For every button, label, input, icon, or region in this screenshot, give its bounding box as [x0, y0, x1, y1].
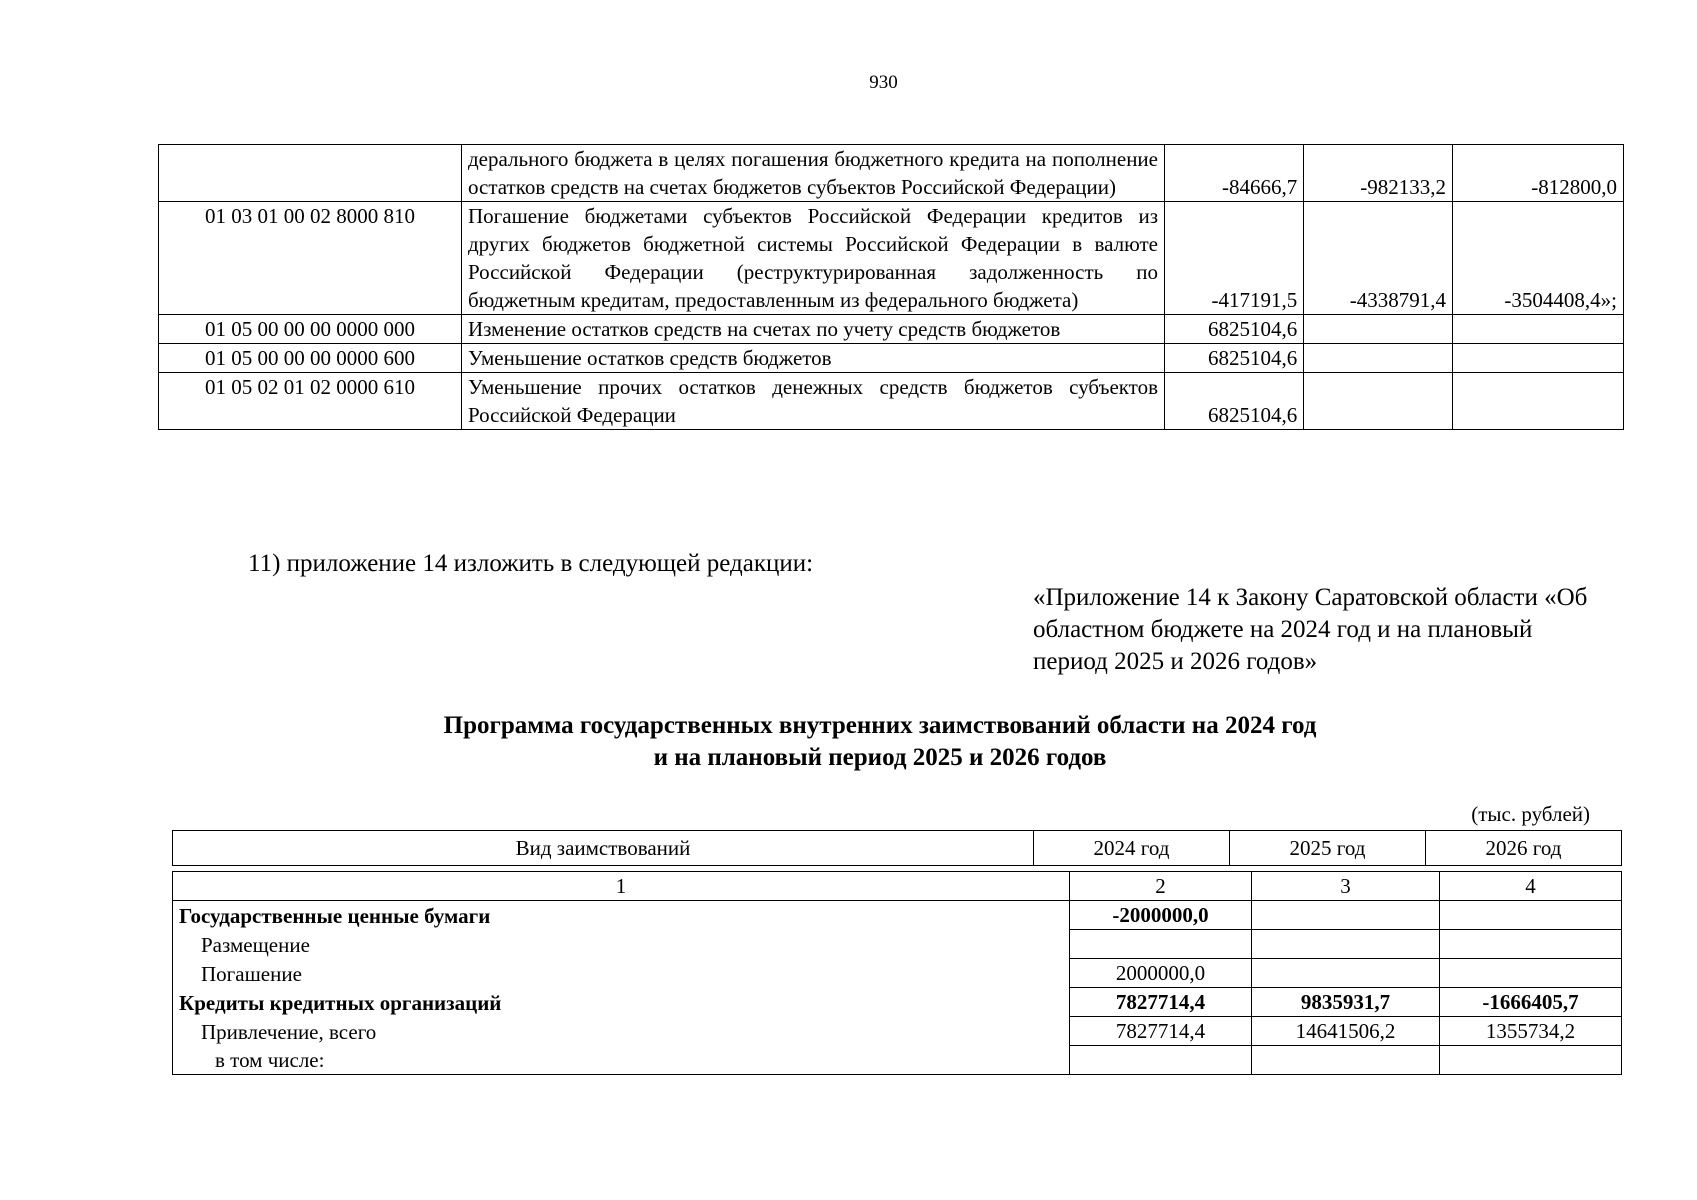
- appendix-reference: «Приложение 14 к Закону Саратовской области «Об областном бюджете на 2024 год и на плановый период 2025 и 2026 годов»: [1033, 584, 1588, 675]
- value-2025-cell: [1252, 1046, 1440, 1075]
- column-header-2026: 2026 год: [1426, 831, 1622, 866]
- row-label: Погашение: [173, 959, 1070, 988]
- description-cell: Уменьшение остатков средств бюджетов: [462, 344, 1165, 373]
- value-2026-cell: 1355734,2: [1439, 1017, 1621, 1046]
- value-2024-cell: 2000000,0: [1070, 959, 1252, 988]
- value-2024-cell: -84666,7: [1165, 145, 1304, 202]
- description-cell: Уменьшение прочих остатков денежных средств бюджетов субъектов Российской Федерации: [462, 373, 1165, 430]
- table-row: [173, 959, 1622, 988]
- row-label: Кредиты кредитных организаций: [173, 988, 1070, 1017]
- page-number: 930: [869, 72, 898, 93]
- description-cell: дерального бюджета в целях погашения бюджетного кредита на пополнение остатков средств на счетах бюджетов субъектов Российской Федерации): [462, 145, 1165, 202]
- value-2026-cell: [1439, 959, 1621, 988]
- column-number: 2: [1070, 872, 1252, 901]
- value-2025-cell: -4338791,4: [1304, 202, 1453, 315]
- value-2025-cell: 9835931,7: [1252, 988, 1440, 1017]
- value-2025-cell: [1252, 930, 1440, 959]
- value-2024-cell: 7827714,4: [1070, 988, 1252, 1017]
- borrowings-header-table: [172, 830, 1622, 866]
- value-2026-cell: [1439, 1046, 1621, 1075]
- table-row: [173, 988, 1622, 1017]
- column-header-2025: 2025 год: [1230, 831, 1426, 866]
- table-row: [173, 930, 1622, 959]
- row-label: Привлечение, всего: [173, 1017, 1070, 1046]
- value-2026-cell: [1439, 930, 1621, 959]
- borrowings-table: [172, 871, 1622, 1075]
- value-2024-cell: -417191,5: [1165, 202, 1304, 315]
- column-numbers-row: [173, 872, 1622, 901]
- value-2024-cell: 6825104,6: [1165, 344, 1304, 373]
- value-2026-cell: -3504408,4»;: [1452, 202, 1623, 315]
- value-2025-cell: [1252, 959, 1440, 988]
- description-cell: Погашение бюджетами субъектов Российской Федерации кредитов из других бюджетов бюджетной системы Российской Федерации в валюте Российской Федерации (реструктурированная задолженность по бюджетным кредитам, предоставленным из федерального бюджета): [462, 202, 1165, 315]
- column-number: 4: [1439, 872, 1621, 901]
- value-2025-cell: [1304, 373, 1453, 430]
- value-2024-cell: [1070, 1046, 1252, 1075]
- table-row: [173, 1017, 1622, 1046]
- code-cell: 01 05 00 00 00 0000 000: [159, 315, 462, 344]
- description-cell: Изменение остатков средств на счетах по учету средств бюджетов: [462, 315, 1165, 344]
- budget-sources-table: [158, 144, 1624, 430]
- document-title: [330, 710, 1430, 774]
- value-2025-cell: [1252, 901, 1440, 930]
- column-header-type: Вид заимствований: [173, 831, 1034, 866]
- table-row: [173, 901, 1622, 930]
- header-row: [173, 831, 1622, 866]
- table-row: [159, 373, 1624, 430]
- table-row: [159, 315, 1624, 344]
- code-cell: 01 05 00 00 00 0000 600: [159, 344, 462, 373]
- code-cell: 01 05 02 01 02 0000 610: [159, 373, 462, 430]
- code-cell: [159, 145, 462, 202]
- table-row: [159, 202, 1624, 315]
- column-header-2024: 2024 год: [1034, 831, 1230, 866]
- value-2024-cell: -2000000,0: [1070, 901, 1252, 930]
- row-label: Размещение: [173, 930, 1070, 959]
- column-number: 1: [173, 872, 1070, 901]
- value-2026-cell: [1452, 344, 1623, 373]
- value-2025-cell: [1304, 344, 1453, 373]
- value-2025-cell: 14641506,2: [1252, 1017, 1440, 1046]
- column-number: 3: [1252, 872, 1440, 901]
- table-row: [159, 145, 1624, 202]
- value-2026-cell: [1452, 373, 1623, 430]
- value-2024-cell: [1070, 930, 1252, 959]
- table-row: [173, 1046, 1622, 1075]
- title-line-1: Программа государственных внутренних заимствований области на 2024 год: [443, 712, 1317, 739]
- value-2024-cell: 7827714,4: [1070, 1017, 1252, 1046]
- value-2026-cell: -1666405,7: [1439, 988, 1621, 1017]
- value-2025-cell: [1304, 315, 1453, 344]
- value-2024-cell: 6825104,6: [1165, 373, 1304, 430]
- value-2026-cell: -812800,0: [1452, 145, 1623, 202]
- code-cell: 01 03 01 00 02 8000 810: [159, 202, 462, 315]
- value-2024-cell: 6825104,6: [1165, 315, 1304, 344]
- units-label: (тыс. рублей): [1471, 802, 1590, 826]
- row-label: в том числе:: [173, 1046, 1070, 1075]
- value-2025-cell: -982133,2: [1304, 145, 1453, 202]
- table-row: [159, 344, 1624, 373]
- row-label: Государственные ценные бумаги: [173, 901, 1070, 930]
- intro-paragraph: 11) приложение 14 изложить в следующей редакции:: [248, 550, 814, 577]
- value-2026-cell: [1452, 315, 1623, 344]
- title-line-2: и на плановый период 2025 и 2026 годов: [653, 744, 1107, 771]
- value-2026-cell: [1439, 901, 1621, 930]
